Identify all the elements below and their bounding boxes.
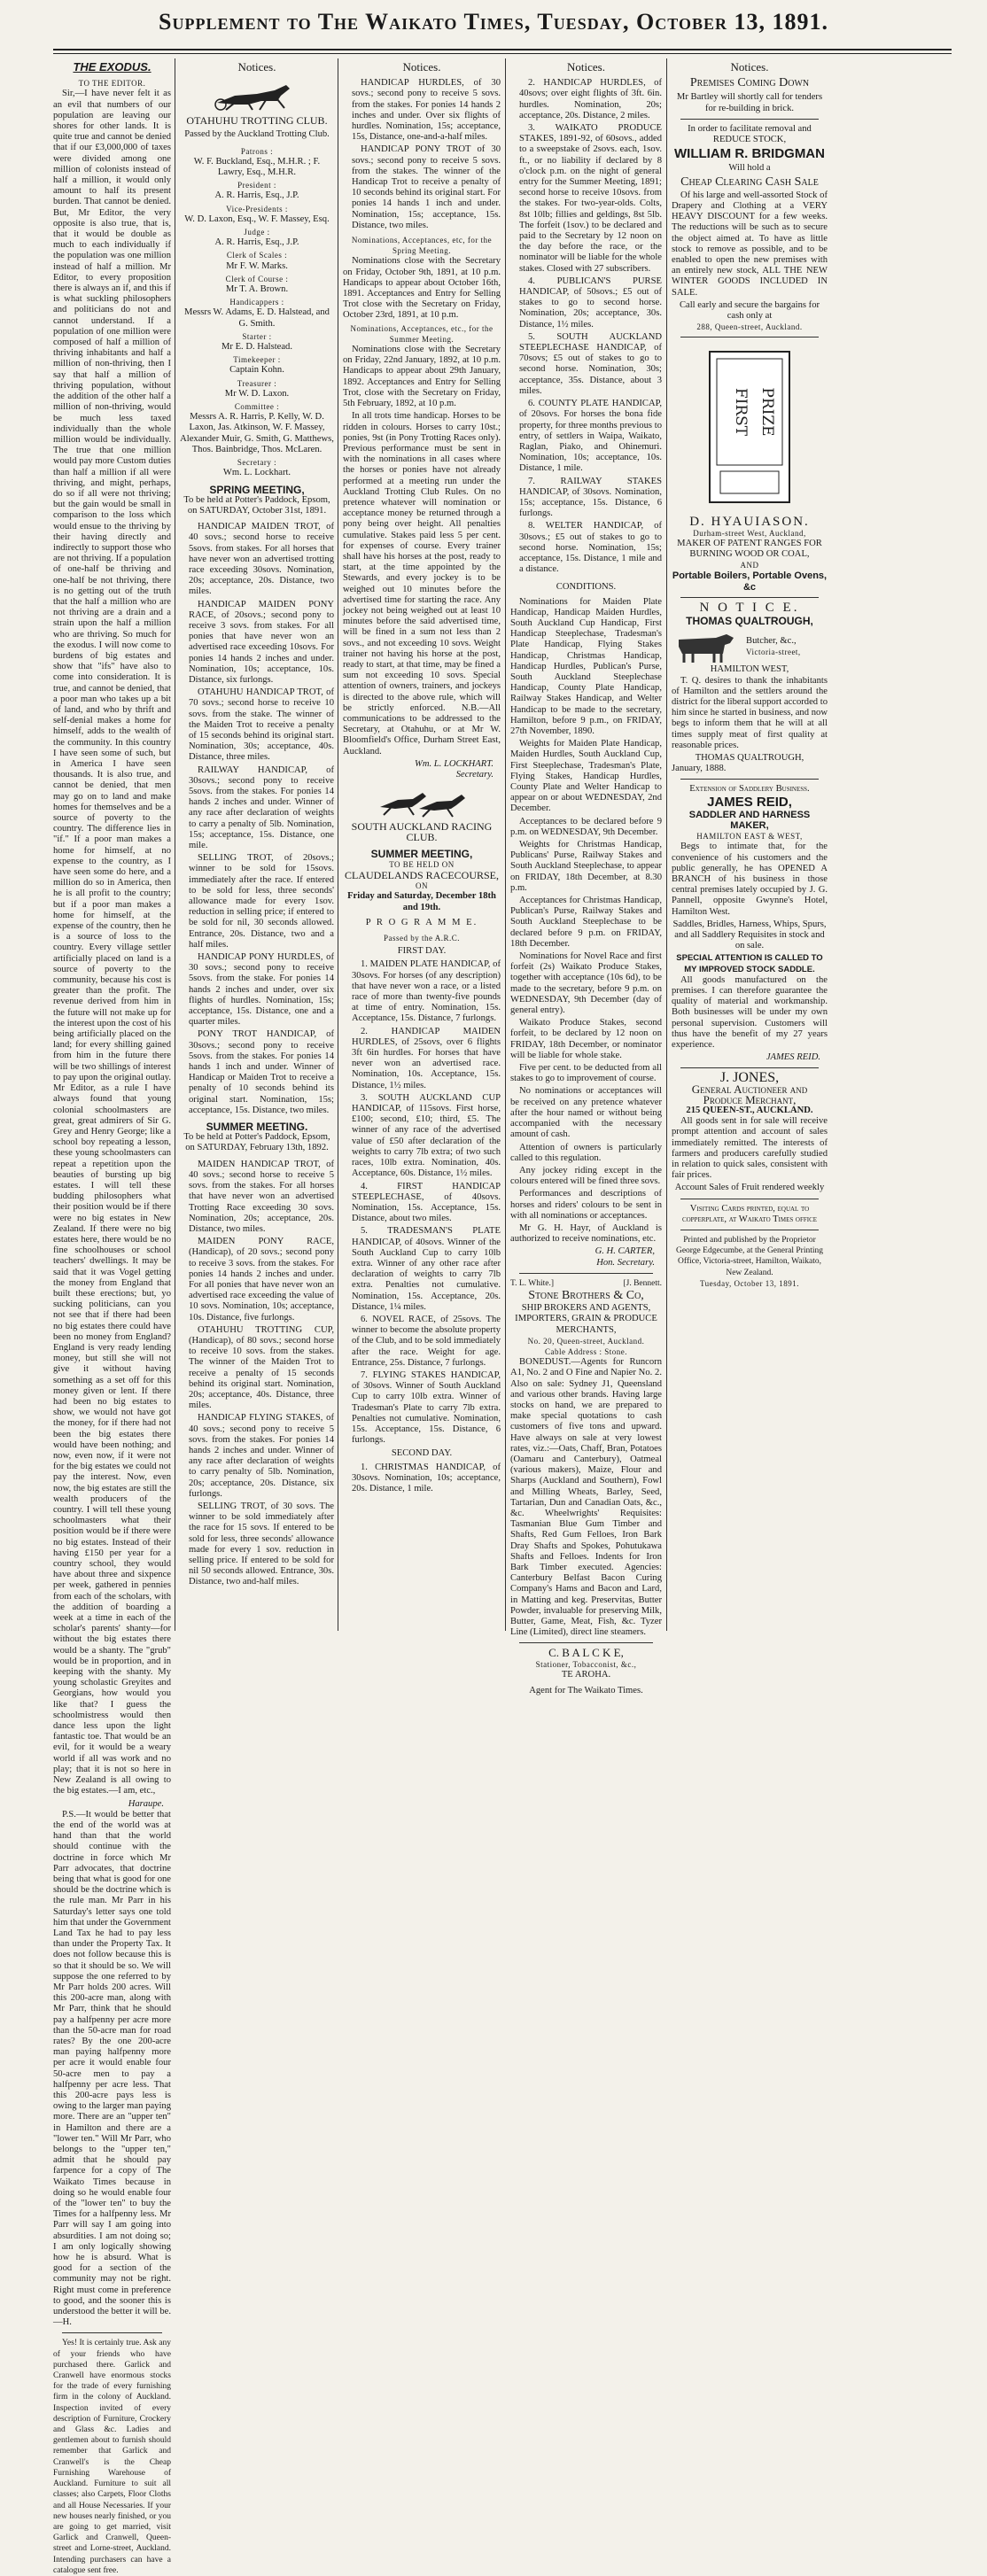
list-item: Five per cent. to be deducted from all stakes to go to improvement of course. (510, 1063, 662, 1084)
spring-meeting-title: SPRING MEETING, (209, 483, 305, 496)
column-divider (505, 58, 506, 1631)
list-item: HANDICAP PONY TROT of 30 sovs.; second pony to receive 5 sovs. from the stakes. The winner of the Handicap Trot to receive a penalty of 10 seconds behind its original start. For ponies 14 hands 1 inch and under. Nomination, 15s; acceptance, 15s. Distance, two miles. (352, 144, 501, 230)
list-item: HANDICAP PONY HURDLES, of 30 sovs.; second pony to receive 5sovs. from the stake. For ponies 14 hands 2 inches and under, over six flights of hurdles. Nomination, 15s; acceptance, 15s. Distance, one and a quarter miles. (189, 952, 334, 1028)
column-divider (666, 58, 667, 1631)
list-item: SELLING TROT, of 20sovs.; winner to be sold for 15sovs. immediately after the race. If entered to be sold for less, three seconds' allowance made for every 1sov. reduction in selling price; if entered to be sold for nil, 30 seconds allowed. Entrance, 20s. Distance, two and a half miles. (189, 853, 334, 950)
notice-heading: N O T I C E. (699, 600, 800, 615)
reid-body: Begs to intimate that, for the convenience of his customers and the public generally, he has OPENED A BRANCH of his business in those central premises lately occupied by J. G. Pannell, opposite Gwynne's Hotel, Hamilton West. (672, 842, 828, 917)
hyauiason-and: AND (740, 561, 759, 570)
sale-body: Of his large and well-assorted Stock of Drapery and Clothing at a VERY HEAVY DISCOUNT for a few weeks. The reductions will be such as to secure the object aimed at. To have as little stock to remove as possible, and to be enabled to open the new premises with an entirely new stock, ALL THE NEW WINTER GOODS INCLUDED IN SALE. (672, 190, 828, 298)
list-item: Acceptances to be declared before 9 p.m. on WEDNESDAY, 9th December. (510, 816, 662, 837)
jones-body: All goods sent in for sale will receive prompt attention and account of sales immediately remitted. The interests of farmers and producers carefully studied in relation to quick sales, consistent with fair prices. (672, 1116, 828, 1181)
officer-names: W. D. Laxon, Esq., W. F. Massey, Esq. (184, 213, 330, 224)
secretary-signature: Wm. L. LOCKHART. (415, 758, 494, 769)
list-item: Attention of owners is particularly called to this regulation. (510, 1142, 662, 1163)
list-item: 7. FLYING STAKES HANDICAP, of 30sovs. Winner of South Auckland Cup to carry 10lb extra. Winner of Tradesman's Plate to carry 7lb extra. Penalties not cumulative. Nomination, 15s. Acceptance, 15s. Distance, 6 furlongs. (352, 1369, 501, 1446)
list-item: HANDICAP MAIDEN PONY RACE, of 20sovs.; second pony to receive 3 sovs. from stakes. For all ponies that have never won an advertised race exceeding 10sovs. For ponies 14 hands 2 inches and under. Nomination, 10s; acceptance, 10s. Distance, six furlongs. (189, 599, 334, 685)
sale-title: Cheap Clearing Cash Sale (680, 175, 819, 189)
balcke-agent: Agent for The Waikato Times. (529, 1686, 643, 1696)
list-item: Waikato Produce Stakes, second forfeit, to be declared by 12 noon on FRIDAY, 18th December, or nominator will be liable for whole stake. (510, 1018, 662, 1060)
officers-list (180, 146, 334, 479)
premises-body: Mr Bartley will shortly call for tenders for re-building in brick. (676, 92, 823, 113)
officer-names: Mr E. D. Halstead. (221, 342, 293, 353)
masthead-rule-thin (53, 53, 952, 54)
partner-right: [J. Bennett. (623, 1278, 662, 1288)
list-item: 1. MAIDEN PLATE HANDICAP, of 30sovs. For horses (of any description) that have never won a race, or a listed race of more than twenty-five pounds at time of entry. Nomination, 15s. Acceptance, 15s. Distance, 7 furlongs. (352, 959, 501, 1024)
list-item: HANDICAP MAIDEN TROT, of 40 sovs.; second horse to receive 5sovs. from stakes. For all horses that have never won an advertised trotting race exceeding 30sovs. Nomination, 20s; acceptance, 20s. Distance, two miles. (189, 522, 334, 597)
butcher-street: Victoria-street, (746, 648, 801, 657)
furniture-advert: Yes! It is certainly true. Ask any of your friends who have purchased there. Garlick and Cranwell have enormous stocks for the trade of every furnishing firm in the colony of Auckland. Inspection invited of every description of Furniture, Crockery and Glass &c. Ladies and gentlemen about to furnish should remember that Garlick and Cranwell's is the Cheap Furnishing Warehouse of Auckland. Furniture to suit all classes; also Carpets, Floor Cloths and all House Necessaries. If your new houses nearly finished, or you are going to get married, visit Garlick and Cranwell, Queen-street and Lorne-street, Auckland. Intending purchasers can have a catalogue sent free. (53, 2339, 171, 2575)
divider (680, 1067, 819, 1068)
column-heading: THE EXODUS. (73, 60, 152, 74)
list-item: PONY TROT HANDICAP, of 30sovs.; second pony to receive 5sovs. from the stakes. For ponies 14 hands 1 inch and under. Winner of Handicap or Maiden Trot to receive a penalty of 10 seconds behind its original start. Nomination, 15s; acceptance, 15s. Distance, two miles. (189, 1029, 334, 1115)
qualtrough-date: January, 1888. (672, 764, 727, 774)
reid-goods: Saddles, Bridles, Harness, Whips, Spurs, and all Saddlery Requisites in stock and on sale. (672, 919, 827, 951)
saddlery-heading: Extension of Saddlery Business. (689, 784, 810, 795)
hyauiason-body: MAKER OF PATENT RANGES FOR BURNING WOOD OR COAL, (677, 538, 822, 560)
racing-horses-icon (373, 784, 470, 818)
passed-note: Passed by the A.R.C. (383, 934, 460, 943)
balcke-town: TE AROHA. (561, 1669, 611, 1680)
nominations-text: Nominations close with the Secretary on Friday, 22nd January, 1892, at 10 p.m. Handicaps to appear about 29th January, 1892. Acceptances and Entry for Selling Trot, close with the Secretary on Friday, 5th February, 1892, at 10 p.m. (343, 345, 501, 409)
imprint-date: Tuesday, October 13, 1891. (699, 1278, 800, 1288)
bullock-icon (672, 629, 742, 664)
held-on: TO BE HELD ON (389, 859, 455, 869)
passed-note: Passed by the Auckland Trotting Club. (184, 129, 330, 140)
programme-heading: P R O G R A M M E. (365, 917, 478, 927)
list-item: OTAHUHU TROTTING CUP, (Handicap), of 80 sovs.; second horse to receive 10 sovs. from the stakes. The winner of the Maiden Trot to receive a penalty of 15 seconds behind its original start. Nomination, 20s; acceptance, 40s. Distance, three miles. (189, 1324, 334, 1411)
removal-line: In order to facilitate removal and REDUCE STOCK, (688, 123, 812, 145)
jones-accounts: Account Sales of Fruit rendered weekly (674, 1183, 825, 1193)
hyauiason-boilers: Portable Boilers, Portable Ovens, &c (672, 570, 828, 593)
butcher-town: HAMILTON WEST, (710, 664, 789, 675)
list-item: 2. HANDICAP HURDLES, of 40sovs; over eight flights of 3ft. 6in. hurdles. Nomination, 20s; acceptance, 20s. Distance, 2 miles. (519, 78, 662, 120)
officer-title: Clerk of Course : (225, 274, 289, 283)
printer-imprint: Printed and published by the Proprietor George Edgecumbe, at the General Printing Office, Victoria-street, Hamilton, Waikato, New Zealand. (675, 1236, 824, 1277)
divider (62, 2332, 162, 2333)
reid-trade: SADDLER AND HARNESS MAKER, (688, 809, 811, 831)
divider (680, 779, 819, 780)
prize-word-prize: PRIZE (758, 387, 776, 438)
divider (680, 597, 819, 598)
secretary-signature: G. H. CARTER, (595, 1246, 655, 1257)
balcke-trade: Stationer, Tobacconist, &c., (535, 1659, 637, 1669)
masthead: Supplement to The Waikato Times, Tuesday, October 13, 1891. (159, 9, 828, 35)
reid-location: HAMILTON EAST & WEST, (696, 832, 803, 842)
trotting-horse-icon (208, 78, 306, 112)
secretary-role: Hon. Secretary. (596, 1257, 655, 1268)
hyauiason-address: Durham-street West, Auckland, (693, 528, 806, 538)
list-item: 7. RAILWAY STAKES HANDICAP, of 30sovs. Nomination, 15s; acceptance, 15s. Distance, 6 furlongs. (519, 476, 662, 519)
column-adverts (672, 60, 828, 1628)
qualtrough-body: T. Q. desires to thank the inhabitants of Hamilton and the settlers around the district for the liberal support accorded to him since he started in business, and now begs to inform them that he will at all times supply meat of first quality at reasonable prices. (672, 675, 828, 750)
list-item: HANDICAP HURDLES, of 30 sovs.; second pony to receive 5 sovs. from the stakes. For ponies 14 hands 2 inches and under. Over six flights of hurdles. Nomination, 15s; acceptance, 15s, Distance, one-and-a-half miles. (352, 78, 501, 143)
list-item: 6. COUNTY PLATE HANDICAP, of 20sovs. For horses the bona fide property, for three months previous to entry, of settlers in Waipa, Waikato, Raglan, Piako, and Ohinemuri. Nomination, 10s; acceptance, 10s. Distance, 1 mile. (519, 399, 662, 474)
list-item: Acceptances for Christmas Handicap, Publican's Purse, Railway Stakes and South Auckland Steeplechase to be declared before 9 p.m. on FRIDAY, 18th December. (510, 896, 662, 949)
nominations-heading: Nominations, Acceptances, etc., for the Summer Meeting. (350, 323, 494, 344)
list-item: OTAHUHU HANDICAP TROT, of 70 sovs.; second horse to receive 10 sovs. from the stake. The winner of the Maiden Trot to receive a penalty of 15 seconds behind its original start. Nomination, 30s; acceptance, 40s. Distance, three miles. (189, 687, 334, 763)
rules-text: In all trots time handicap. Horses to be ridden in colours. Horses to carry 10st.; ponies, 9st (in Pony Trotting Races only). Previous performance must be sent in with the nominations in all cases where the horses or ponies have not already performed at a meeting run under the Auckland Trotting Club Rules. On no pretence whatever will nomination or acceptance money be returned through a pony being over height. All penalties cumulative. Stakes paid less 5 per cent. for expenses of course. Every trainer shall have his horses at the post, ready to start, at the time appointed by the Stewards, and every jockey is to be weighed out 10 minutes before the advertised time for starting the race. Any jockey not being weighed out at least 10 minutes before the said advertised time, will be fined in a sum not less than 2 sovs., and not exceeding 10 sovs. Weight trainer not having his horse at the post, ready to start, at that time, may be fined a sum not exceeding 10 sovs. Special attention of owners, trainers, and jockeys is directed to the above rule, which will be strictly enforced. N.B.—All communications to be addressed to the Secretary, at Otahuhu, or at Mr W. Bloomfield's Office, Durham Street East, Auckland. (343, 411, 501, 757)
summer-meeting-title: SUMMER MEETING. (206, 1121, 308, 1134)
list-item: HANDICAP FLYING STAKES, of 40 sovs.; second pony to receive 5 sovs. from the stakes. For ponies 14 hands 2 inches and under. Winner of any race after declaration of weights to carry penalty of 5lb. Nomination, 20s; acceptance, 20s. Distance, six furlongs. (189, 1413, 334, 1499)
list-item: Mr G. H. Hayr, of Auckland is authorized to receive nominations, etc. (510, 1222, 662, 1245)
qualtrough-signature: THOMAS QUALTROUGH, (695, 752, 804, 763)
officer-names: Messrs W. Adams, E. D. Halstead, and G. Smith. (184, 307, 330, 329)
letter-signature: Haraupe. (128, 1798, 164, 1809)
officer-names: Captain Kohn. (229, 365, 284, 376)
column-heading: Notices. (567, 60, 605, 74)
list-item: MAIDEN PONY RACE, (Handicap), of 20 sovs.; second pony to receive 3 sovs. from the stakes. For ponies 14 hands 2 inches and under. For all ponies that have never won an advertised race exceeding the value of 10 sovs. Nomination, 10s; acceptance, 10s. Distance, five furlongs. (189, 1237, 334, 1323)
officer-title: Patrons : (240, 146, 274, 156)
venue: CLAUDELANDS RACECOURSE, (344, 869, 499, 882)
bridgman-name: WILLIAM R. BRIDGMAN (674, 146, 825, 162)
column-heading: Notices. (402, 60, 441, 74)
list-item: 5. SOUTH AUCKLAND STEEPLECHASE HANDICAP, of 70sovs; £5 out of stakes to go to second horse. Nomination, 30s; acceptance, 35s. Distance, about 3 miles. (519, 331, 662, 396)
officer-title: President : (237, 181, 276, 190)
column-conditions (510, 60, 662, 1696)
column-heading: Notices. (730, 60, 769, 74)
reid-name: JAMES REID, (707, 794, 792, 810)
butcher-details (746, 636, 801, 657)
officer-names: Mr F. W. Marks. (226, 260, 288, 271)
stone-brothers-subtitle: SHIP BROKERS AND AGENTS, IMPORTERS, GRAIN & PRODUCE MERCHANTS, (515, 1303, 657, 1335)
sale-call: Call early and secure the bargains for cash only at (679, 299, 820, 322)
sale-address: 288, Queen-street, Auckland. (696, 322, 803, 332)
second-day-heading: SECOND DAY. (391, 1448, 453, 1459)
officer-title: Handicappers : (229, 298, 284, 307)
divider (680, 337, 819, 338)
list-item: Performances and descriptions of horses and riders' colours to be sent in with all nominations or acceptances. (510, 1189, 662, 1221)
officer-names: Mr W. D. Laxon. (224, 388, 290, 399)
summer-meeting-subtitle: To be held at Potter's Paddock, Epsom, on SATURDAY, February 13th, 1892. (183, 1132, 330, 1153)
spring-events-list (180, 522, 334, 1116)
column-exodus (53, 60, 171, 2575)
butcher-row (672, 629, 828, 664)
events-list (343, 78, 501, 231)
officer-names: A. R. Harris, Esq., J.P. (214, 237, 299, 248)
reid-body-2: All goods manufactured on the premises. I can therefore guarantee the quality of material and workmanship. Both businesses will be under my own personal supervision. Customers will thus have the benefit of my 27 years experience. (672, 974, 828, 1050)
divider (519, 1273, 653, 1274)
conditions-list (510, 597, 662, 1245)
butcher-trade: Butcher, &c., (746, 636, 797, 647)
list-item: No nominations or acceptances will be received on any pretence whatever after the hour named or without being accompanied with the necessary amount of cash. (510, 1086, 662, 1140)
club-name: SOUTH AUCKLAND RACING CLUB. (351, 820, 493, 844)
officer-names: W. F. Buckland, Esq., M.H.R. ; F. Lawry, Esq., M.H.R. (193, 156, 321, 178)
officer-title: Vice-Presidents : (226, 204, 288, 213)
column-racing (343, 60, 501, 1628)
list-item: 1. CHRISTMAS HANDICAP, of 30sovs. Nomination, 10s; acceptance, 20s. Distance, 1 mile. (352, 1462, 501, 1494)
hyauiason-name: D. HYAUIASON. (689, 515, 810, 530)
stone-brothers-cable: Cable Address : Stone. (545, 1346, 627, 1356)
officer-title: Treasurer : (237, 378, 277, 388)
partner-left: T. L. White.] (510, 1278, 554, 1288)
list-item: MAIDEN HANDICAP TROT, of 40 sovs.; second horse to receive 5 sovs. from the stakes. For all horses that have never won an advertised Trotting Race exceeding 30 sovs. Nomination, 20s; acceptance, 20s. Distance, two miles. (189, 1159, 334, 1234)
list-item: 6. NOVEL RACE, of 25sovs. The winner to become the absolute property of the Club, and to be sold immediately after the race. Weight for age. Entrance, 25s. Distance, 7 furlongs. (352, 1314, 501, 1368)
first-prize-range-icon (701, 343, 798, 511)
officer-title: Judge : (244, 228, 270, 237)
list-item: RAILWAY HANDICAP, of 30sovs.; second pony to receive 5sovs. from the stakes. For ponies 14 hands 2 inches and under. Winner of any race after declaration of weights to carry a penalty of 5lb. Nomination, 15s; acceptance, 15s. Distance, one mile. (189, 764, 334, 850)
list-item: 3. SOUTH AUCKLAND CUP HANDICAP, of 115sovs. First horse, £100; second, £10; third, £5. The winner of any race of the advertised value of £50 after declaration of the weights to carry 7lb extra; of two such races, 10lb extra. Nomination, 40s. Acceptance, 60s. Distance, 1½ miles. (352, 1092, 501, 1179)
officer-names: Wm. L. Lockhart. (222, 468, 291, 478)
officer-names: Mr T. A. Brown. (225, 284, 289, 295)
divider (680, 119, 819, 120)
masthead-rule (53, 49, 952, 50)
second-day-events (343, 1463, 501, 1495)
meeting-dates: Friday and Saturday, December 18th and 19th. (347, 891, 496, 912)
reid-signature: JAMES REID. (766, 1052, 820, 1063)
club-name: OTAHUHU TROTTING CLUB. (186, 114, 328, 128)
officer-names: Messrs A. R. Harris, P. Kelly, W. D. Laxon, Jas. Atkinson, W. F. Massey, Alexander Muir, G. Smith, G. Matthews, Thos. Bainbridge, Thos. McLaren. (180, 412, 334, 454)
reid-special: SPECIAL ATTENTION IS CALLED TO MY IMPROVED STOCK SADDLE. (676, 953, 823, 974)
list-item: Any jockey riding except in the colours entered will be fined three sovs. (510, 1165, 662, 1187)
nominations-text: Nominations close with the Secretary on Friday, October 9th, 1891, at 10 p.m. Handicaps to appear about October 16th, 1891. Acceptances and Entry for Selling Trot close with the Secretary on Friday, October 23rd, 1891, at 10 p.m. (343, 256, 501, 321)
stone-brothers-address: No. 20, Queen-street, Auckland. (527, 1336, 645, 1346)
letter-postscript: P.S.—It would be better that the end of the world was at hand than that the world should continue with the doctrine in force which Mr Parr advocates, that doctrine being that what is good for one should be the doctrine which is the rule man. Mr Parr in his Saturday's letter says one told him that under the Government Land Tax he had to pay less than under the Property Tax. It does not follow because this is so that it should be so. We will suppose the one referred to by Mr Parr holds 200 acres. Will this 200-acre man, along with Mr Parr, think that he should pay a halfpenny per acre more than the 50-acre man for road rates? By the one 200-acre man paying halfpenny more per acre it would enable four 50-acre men to pay a halfpenny per acre less. That this 200-acre pays less is owing to the larger man paying more. There are an "upper ten" in Hamilton and there are a "lower ten." Will Mr Parr, who belongs to the "upper ten," admit that he should pay farpence for a copy of The Waikato Times because in doing so he would enable four of the "lower ten" to buy the Times for a halfpenny less. Mr Parr will say I am going into absurdities. I am not doing so; I am only logically showing how he is absurd. What is good for a section of the community may not be right. Right must come in preference to good, and the sooner this is understood the better it will be.—H. (53, 1809, 171, 2328)
list-item: 2. HANDICAP MAIDEN HURDLES, of 25sovs, over 6 flights 3ft 6in hurdles. For horses that have never won an advertised race. Nomination, 10s. Acceptance, 15s. Distance, 1½ miles. (352, 1026, 501, 1090)
list-item: Nominations for Novel Race and first forfeit (2s) Waikato Produce Stakes, together with acceptance (10s 6d), to be made to the secretary, before 9 p.m. on WEDNESDAY, 9th December (day of general entry). (510, 951, 662, 1016)
balcke-name: C. B A L C K E, (548, 1646, 624, 1660)
officer-title: Secretary : (237, 458, 277, 468)
partners-line (510, 1278, 662, 1289)
events-list (510, 78, 662, 575)
premises-title: Premises Coming Down (689, 76, 810, 90)
column-heading: Notices. (237, 60, 276, 74)
officer-title: Committee : (234, 402, 280, 412)
first-day-heading: FIRST DAY. (397, 946, 447, 957)
first-day-events (343, 959, 501, 1446)
list-item: Nominations for Maiden Plate Handicap, Handicap Maiden Hurdles, South Auckland Cup Handicap, First Handicap Steeplechase, Tradesman's Plate Handicap, Flying Stakes Handicap, Christmas Handicap, Handicap Hurdles, Publican's Purse, South Auckland Steeplechase Handicap, County Plate Handicap, Railway Stakes Handicap, and Welter Handicap to be made to the secretary, Hamilton, before 9 p.m., on FRIDAY, 27th November, 1890. (510, 596, 662, 736)
list-item: 8. WELTER HANDICAP, of 30sovs.; £5 out of stakes to go to second horse. Nomination, 15s; acceptance, 15s. Distance, 1 mile and a distance. (519, 521, 662, 575)
officer-title: Clerk of Scales : (226, 251, 288, 260)
will-hold: Will hold a (728, 163, 771, 174)
officer-title: Starter : (242, 331, 272, 341)
column-otahuhu (180, 60, 334, 1628)
jones-title: General Auctioneer and Produce Merchant, (691, 1082, 808, 1106)
summer-meeting-title: SUMMER MEETING, (370, 847, 473, 860)
jones-address: 215 QUEEN-ST., AUCKLAND. (686, 1106, 813, 1116)
stone-brothers-title: Stone Brothers & Co, (528, 1288, 644, 1302)
visiting-cards: Visiting Cards printed, equal to copperplate, at Waikato Times office (681, 1203, 818, 1224)
list-item: 3. WAIKATO PRODUCE STAKES, 1891-92, of 60sovs., added to a sweepstake of 2sovs. each, 1sov. ft., or no liability if declared by 8 o'clock p.m. on the night of general entry for the Summer Meeting, 1891; second horse to receive 10sovs. from the stakes. For two-year-olds. Colts, 8st 10lb; fillies and geldings, 8st 5lb. The forfeit (1sov.) to be declared and paid to the Secretary by 12 noon on the day before the race, or the nominator will be liable for the whole stakes. Closed with 27 subscribers. (519, 123, 662, 274)
summer-events-list (180, 1160, 334, 1588)
list-item: Weights for Christmas Handicap, Publicans' Purse, Railway Stakes and South Auckland Steeplechase, to appear on FRIDAY, 18th December, at 8.30 p.m. (510, 840, 662, 893)
conditions-heading: CONDITIONS. (556, 582, 617, 593)
nominations-heading: Nominations, Acceptances, etc, for the Spring Meeting. (351, 236, 493, 256)
to-editor: TO THE EDITOR. (78, 79, 146, 89)
officer-names: A. R. Harris, Esq., J.P. (214, 190, 299, 201)
stone-brothers-body: BONEDUST.—Agents for Runcorn A1, No. 2 and O Fine and Napier No. 2. Also on sale: Sydney J1, Queensland and various other brands. Having large stocks on hand, we are prepared to make special quotations to cash customers of five tons and upward. Have always on sale at very lowest rates, viz.:—Oats, Chaff, Bran, Potatoes (Oamaru and Canterbury), Oatmeal (various makers), Maize, Flour and Sharps (Auckland and Southern), Fowl and Milling Wheats, Barley, Seed, Tartarian, Dun and Canadian Oats, &c., &c. Wheelwrights' Requisites: Tasmanian Blue Gum Timber and Shafts, Red Gum Felloes, Iron Bark Dray Shafts and Spokes, Pohutukawa Shafts and Felloes. Indents for Iron Bark Timber executed. Agencies: Canterbury Belfast Bacon Curing Company's Hams and Bacon and Lard, in Matting and keg. Preservitas, Butter Powder, invaluable for preserving Milk, Butter, Game, Meat, Fish, &c. Tyzer Line (Limited), direct line steamers. (510, 1357, 662, 1638)
prize-word-first: FIRST (732, 388, 750, 437)
officer-title: Timekeeper : (233, 355, 281, 365)
spring-meeting-subtitle: To be held at Potter's Paddock, Epsom, on SATURDAY, October 31st, 1891. (183, 494, 330, 516)
letter-body: Sir,—I have never felt it as an evil that numbers of our population are leaving our shores for other lands. It is quite true and cannot be denied that if our £3,000,000 of taxes were divided among one million of colonists instead of half a million, it would only amount to half its present burden. That cannot be denied. But, Mr Editor, the very opposite is also true, that is, that it would be double as much to each individually if the population was one million instead of half a million. Mr Editor, to every proposition there is always an if, and this if is what suckling philosophers and politicians do not and cannot understand. If a population of one million were composed of half a million of thriving inhabitants and half a million of non-thriving, then I say that half a million of thriving population, without the addition of the other half a million of non-thriving, would be much less taxed individually than the whole million would be individually. The true that one million would pay more Custom duties than half a million if all were thriving, and might, perhaps, do so if all were not thriving; but the gain would be small in comparison to the loss which would ensue to the thriving by their having directly and indirectly to support those who are not thriving. If a population of one-half be thriving and one-half be not thriving, there is no getting out of the truth that the half a million who are not thriving are a drain and a strain upon the half a million who are thriving. So much for the exodus. I will now come to burdens of big estates and show that "ifs" have also to come into consideration. It is true, and cannot be denied, that a poor man who takes up a bit of land, and who by thrift and self-denial makes a home for himself, adds to the wealth of the community. In this country I have seen some of such, but in America I have seen thousands. It is also true, and cannot be denied, that men may go on to land and make homes for themselves and be a source of poverty to the country. The difference lies in "if." If a poor man makes a home for himself, at no expense to the country, as I have seen some do here, and a million do so in America, then he is all profit to the country; but if a poor man makes a home for himself, at the expense of the country, then he is a source of loss to the country. Every village settler artificially placed on land is a source of poverty to the community, because his cost is greater than the profit. The revenue derived from him in the future will not make up for the interest upon the cost of his being artificially placed on the land; for every shilling gained from him in the future there will be two shillings of interest to pay upon the original outlay. Mr Editor, as a rule I have always found that young colonial schoolmasters are great, great admirers of Sir G. Grey and Henry George; like a school boy repeating a lesson, these young schoolmasters can repeat a repetition upon the beauties of bursting up big estates. I will tell these budding philosophers what their position would be if there were no big estates in New Zealand. If there were no big estates here, there would be no fine schoolhouses or school teachers' dwellings. It may be said that it was Vogel getting the money from England that built these erections; but, yo sucking politicians, can you not see that if there had been no big estates there could have been no money from England? England is very ready lending money, but still she will not give it without having something as a set off for this money given or lent. If there had been no big estates to show, we would not have got the money, for if there had not been the big estates there would have been nothing; and now, even now, if it were not for the big estates we could not pay the interest. Now, even now, the big estates are still the wealth producers of the country. I will tell these young schoolmasters what their position would be if there were no big estates. Instead of their having £150 per year for a country school, they would have about three and sixpence per week, gathered in pennies from each of the scholars, with the addition of boarding a week at a time in each of the scholar's parents' shanty—for without the big estates there would be a shanty. The "grub" would be in proportion, and in keeping with the shanty. My young scholastic Greyites and Georgians, how would you like that? I guess the schoolmistress would then dance less upon the light fantastic toe. That would be an evil, for it would be a weary world if all was work and no play; that it is not so here in New Zealand is all owing to the big estates.—I am, etc., (53, 89, 171, 1796)
qualtrough-name: THOMAS QUALTROUGH, (686, 615, 813, 628)
divider (519, 1642, 653, 1643)
jones-name: J. JONES, (719, 1070, 780, 1086)
list-item: 5. TRADESMAN'S PLATE HANDICAP, of 40sovs. Winner of the South Auckland Cup to carry 10lb extra. Winner of any other race after declaration of weights to carry 7lb extra. Penalties not cumulative. Nomination, 15s. Acceptance, 20s. Distance, 1¼ miles. (352, 1226, 501, 1312)
list-item: Weights for Maiden Plate Handicap, Maiden Hurdles, South Auckland Cup, First Steeplechase, Tradesman's Plate, Flying Stakes, Handicap Hurdles, County Plate and Welter Handicap to appear on or about WEDNESDAY, 2nd December. (510, 739, 662, 814)
secretary-role: Secretary. (455, 770, 494, 780)
list-item: SELLING TROT, of 30 sovs. The winner to be sold immediately after the race for 15 sovs. If entered to be sold for less, three seconds' allowance made for every 1 sov. reduction in selling price. If entered to be sold for nil 50 seconds allowed. Entrance, 30s. Distance, two and-half miles. (189, 1501, 334, 1587)
list-item: 4. PUBLICAN'S PURSE HANDICAP, of 50sovs.; £5 out of stakes to go to second horse. Nomination, 20s; acceptance, 30s. Distance, 1½ miles. (519, 275, 662, 330)
list-item: 4. FIRST HANDICAP STEEPLECHASE, of 40sovs. Nomination, 15s. Acceptance, 15s. Distance, about two miles. (352, 1181, 501, 1224)
on-label: ON (416, 881, 428, 891)
